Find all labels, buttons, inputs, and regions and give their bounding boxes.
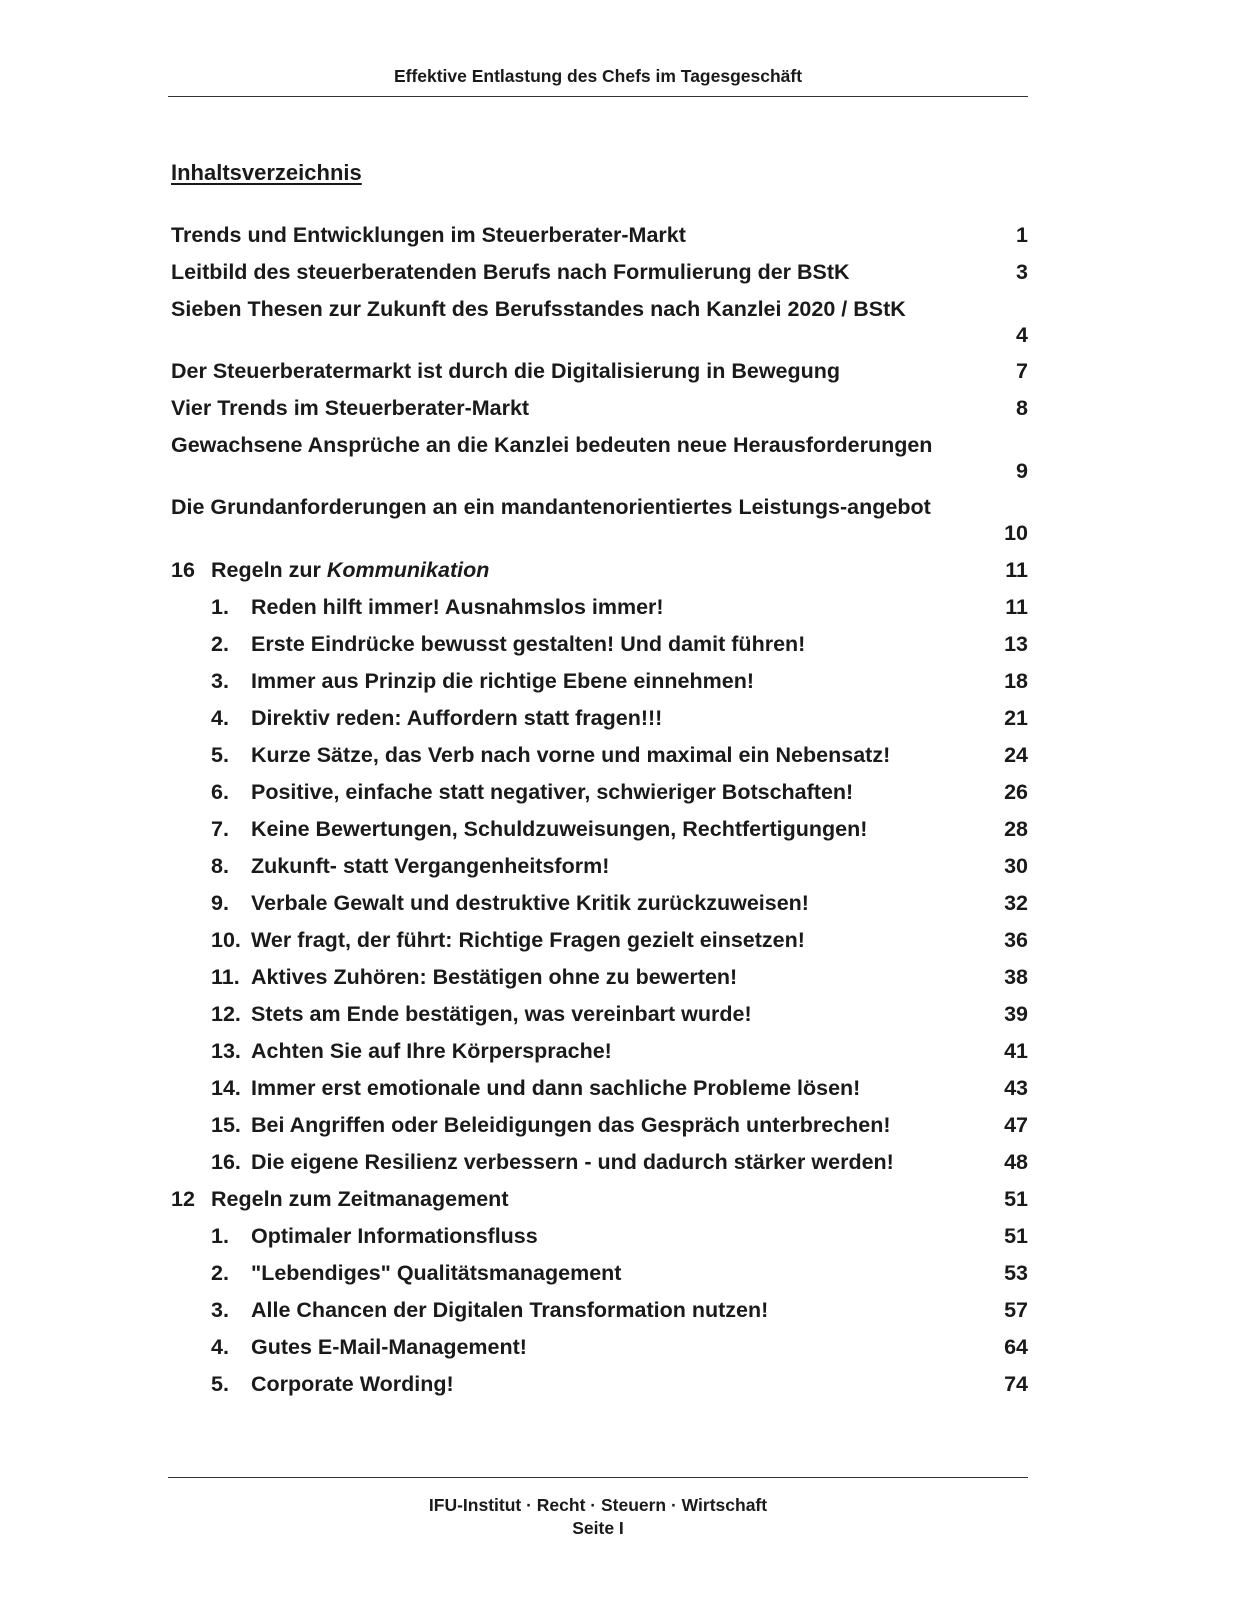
toc-entry-page: 11: [1005, 595, 1028, 619]
toc-entry[interactable]: [171, 432, 1028, 486]
page-header-title: Effektive Entlastung des Chefs im Tagesgeschäft: [393, 66, 803, 86]
toc-entry-page: 36: [1004, 928, 1028, 952]
subentry-index: 16.: [211, 1150, 241, 1174]
toc-entry-page: 39: [1004, 1002, 1028, 1026]
subentry-title: Optimaler Informationsfluss: [251, 1224, 538, 1248]
subentry-title: Alle Chancen der Digitalen Transformation nutzen!: [251, 1298, 769, 1322]
toc-entry-title: Der Steuerberatermarkt ist durch die Digitalisierung in Bewegung: [171, 359, 841, 383]
subentry-title: "Lebendiges" Qualitätsmanagement: [251, 1261, 622, 1285]
subentry-title: Direktiv reden: Auffordern statt fragen!!!: [251, 706, 663, 730]
subentry-title: Die eigene Resilienz verbessern - und dadurch stärker werden!: [251, 1150, 894, 1174]
toc-entry-page: 4: [1016, 323, 1028, 347]
toc-entry-title: Gewachsene Ansprüche an die Kanzlei bedeuten neue Herausforderungen: [171, 433, 933, 457]
footer-page-number: Seite I: [572, 1518, 624, 1538]
subentry-title: Reden hilft immer! Ausnahmslos immer!: [251, 595, 664, 619]
toc-entry-title: Sieben Thesen zur Zukunft des Berufsstandes nach Kanzlei 2020 / BStK: [171, 297, 906, 321]
subentry-index: 3.: [211, 1298, 229, 1322]
toc-entry-page: 38: [1004, 965, 1028, 989]
section-number: 12: [171, 1187, 195, 1211]
subentry-index: 6.: [211, 780, 229, 804]
toc-entry[interactable]: [171, 494, 1028, 548]
subentry-index: 4.: [211, 1335, 229, 1359]
subentry-title: Aktives Zuhören: Bestätigen ohne zu bewerten!: [251, 965, 738, 989]
toc-entry-page: 18: [1004, 669, 1028, 693]
toc-entry-page: 7: [1016, 359, 1028, 383]
subentry-index: 9.: [211, 891, 229, 915]
subentry-title: Keine Bewertungen, Schuldzuweisungen, Rechtfertigungen!: [251, 817, 868, 841]
subentry-title: Bei Angriffen oder Beleidigungen das Gespräch unterbrechen!: [251, 1113, 891, 1137]
toc-entry-page: 21: [1004, 706, 1028, 730]
footer-rule: [168, 1477, 1028, 1478]
subentry-index: 2.: [211, 1261, 229, 1285]
toc-entry-page: 57: [1004, 1298, 1028, 1322]
subentry-index: 12.: [211, 1002, 241, 1026]
subentry-index: 8.: [211, 854, 229, 878]
toc-entry-page: 43: [1004, 1076, 1028, 1100]
subentry-index: 14.: [211, 1076, 241, 1100]
subentry-index: 11.: [211, 965, 240, 989]
toc-entry-page: 53: [1004, 1261, 1028, 1285]
toc-entry-page: 10: [1004, 521, 1028, 545]
toc-entry-page: 30: [1004, 854, 1028, 878]
subentry-title: Corporate Wording!: [251, 1372, 454, 1396]
toc-entry-page: 1: [1016, 223, 1028, 247]
toc-entry-page: 26: [1004, 780, 1028, 804]
subentry-title: Stets am Ende bestätigen, was vereinbart wurde!: [251, 1002, 752, 1026]
toc-entry-title: Leitbild des steuerberatenden Berufs nach Formulierung der BStK: [171, 260, 850, 284]
toc-entry-page: 41: [1004, 1039, 1028, 1063]
subentry-title: Achten Sie auf Ihre Körpersprache!: [251, 1039, 612, 1063]
toc-entry-page: 47: [1004, 1113, 1028, 1137]
toc-entry-title: Vier Trends im Steuerberater-Markt: [171, 396, 530, 420]
subentry-index: 2.: [211, 632, 229, 656]
subentry-title: Zukunft- statt Vergangenheitsform!: [251, 854, 610, 878]
subentry-index: 15.: [211, 1113, 241, 1137]
toc-entry-page: 64: [1004, 1335, 1028, 1359]
section-number: 16: [171, 558, 195, 582]
toc-entry-page: 28: [1004, 817, 1028, 841]
subentry-title: Wer fragt, der führt: Richtige Fragen gezielt einsetzen!: [251, 928, 805, 952]
subentry-title: Verbale Gewalt und destruktive Kritik zurückzuweisen!: [251, 891, 809, 915]
subentry-index: 13.: [211, 1039, 241, 1063]
subentry-index: 5.: [211, 1372, 229, 1396]
toc-entry-page: 13: [1004, 632, 1028, 656]
subentry-index: 7.: [211, 817, 229, 841]
toc-entry-page: 11: [1005, 558, 1028, 582]
subentry-title: Positive, einfache statt negativer, schwieriger Botschaften!: [251, 780, 854, 804]
subentry-index: 5.: [211, 743, 229, 767]
subentry-index: 3.: [211, 669, 229, 693]
toc-entry-page: 32: [1004, 891, 1028, 915]
toc-entry-page: 3: [1016, 260, 1028, 284]
toc-entry-title: Die Grundanforderungen an ein mandantenorientiertes Leistungs-angebot: [171, 495, 931, 519]
toc-entry-page: 24: [1004, 743, 1028, 767]
subentry-index: 1.: [211, 595, 229, 619]
toc-entry-page: 9: [1016, 459, 1028, 483]
subentry-index: 4.: [211, 706, 229, 730]
toc-entry-title: Trends und Entwicklungen im Steuerberater-Markt: [171, 223, 686, 247]
subentry-index: 10.: [211, 928, 241, 952]
subentry-title: Gutes E-Mail-Management!: [251, 1335, 527, 1359]
footer-institute: IFU-Institut · Recht · Steuern · Wirtschaft: [428, 1495, 768, 1515]
subentry-title: Kurze Sätze, das Verb nach vorne und maximal ein Nebensatz!: [251, 743, 891, 767]
subentry-title: Immer aus Prinzip die richtige Ebene einnehmen!: [251, 669, 754, 693]
toc-entry-page: 48: [1004, 1150, 1028, 1174]
toc-entry[interactable]: [171, 296, 1028, 350]
section-title: Regeln zur Kommunikation: [211, 558, 490, 582]
subentry-index: 1.: [211, 1224, 229, 1248]
toc-entry-page: 51: [1004, 1187, 1028, 1211]
subentry-title: Erste Eindrücke bewusst gestalten! Und damit führen!: [251, 632, 806, 656]
subentry-title: Immer erst emotionale und dann sachliche Probleme lösen!: [251, 1076, 861, 1100]
toc-entry-page: 74: [1004, 1372, 1028, 1396]
toc-entry-page: 8: [1016, 396, 1028, 420]
toc-entry-page: 51: [1004, 1224, 1028, 1248]
header-rule: [168, 96, 1028, 97]
toc-heading: Inhaltsverzeichnis: [171, 160, 362, 185]
section-title: Regeln zum Zeitmanagement: [211, 1187, 509, 1211]
